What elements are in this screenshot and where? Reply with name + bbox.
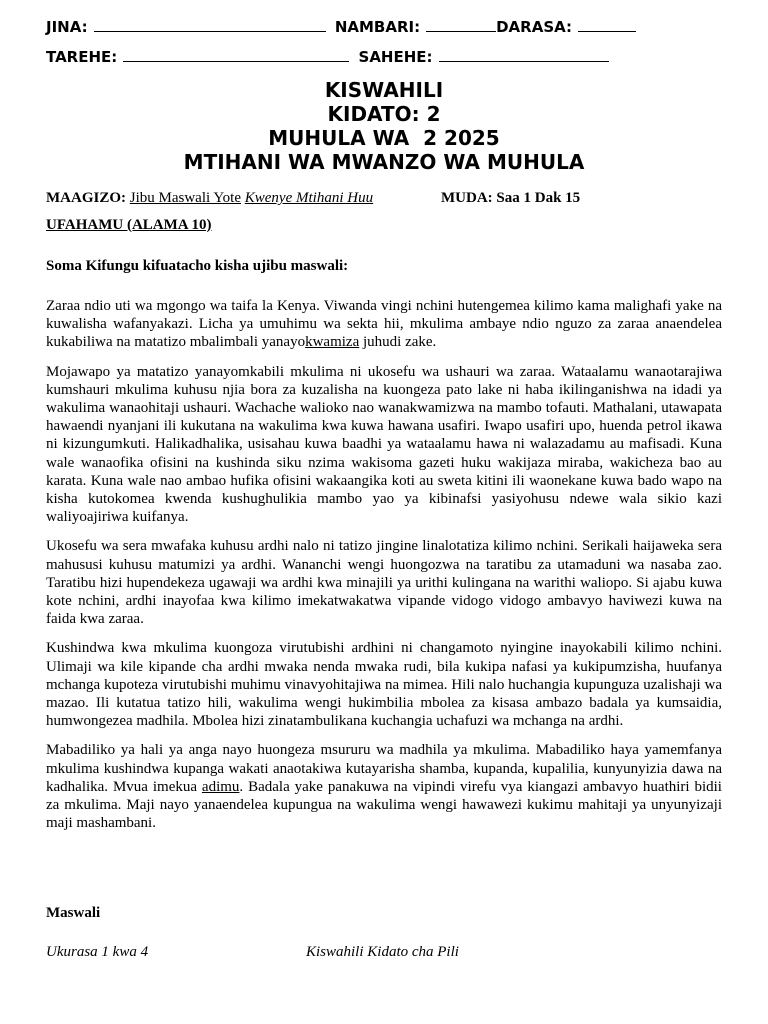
p1-text-end: juhudi zake. bbox=[359, 334, 437, 351]
underlined-word-kwamiza: kwamiza bbox=[305, 334, 360, 351]
form-title: KIDATO: 2 bbox=[327, 102, 441, 126]
jina-blank[interactable] bbox=[94, 17, 326, 32]
tarehe-blank[interactable] bbox=[123, 47, 349, 62]
subject-title: KISWAHILI bbox=[324, 78, 444, 102]
header-row-1 bbox=[46, 17, 640, 36]
footer-page: Ukurasa 1 kwa 4 bbox=[46, 944, 149, 960]
p1-text: Zaraa ndio uti wa mgongo wa taifa la Kenya. Viwanda vingi nchini hutengemea kilimo kama malighafi yake na kuwalisha wafanyakazi. Licha ya umuhimu wa sekta hii, mkulima ambaye ndio nguzo za zaraa anaendelea kukabiliwa na matatizo mbalimbali yanayo bbox=[46, 298, 722, 351]
p5-text: Mabadiliko ya hali ya anga nayo huongeza msururu wa madhila ya mkulima. Mabadiliko haya yamemfanya mkulima kushindwa kupanga wakati anaotakiwa kutayarisha shamba, kupanda, kupalilia, kunyunyizia dawa na kadhalika. Mvua imekua bbox=[46, 742, 722, 795]
footer-course: Kiswahili Kidato cha Pili bbox=[306, 944, 459, 960]
exam-title: MTIHANI WA MWANZO WA MUHULA bbox=[183, 150, 585, 174]
sahehe-label: SAHEHE: bbox=[358, 48, 433, 66]
darasa-blank[interactable] bbox=[578, 17, 636, 32]
questions-label: Maswali bbox=[46, 905, 101, 921]
underlined-word-adimu: adimu bbox=[201, 778, 240, 795]
paragraph-4: Kushindwa kwa mkulima kuongoza virutubishi ardhini ni changamoto nyingine inayokabili kilimo nchini. Ulimaji wa kile kipande cha ardhi mwaka nenda mwaka rudi, bila kukipa nafasi ya kukipumzisha, huufanya mchanga kupoteza virutubishi muhimu vinavyohitajiwa na mimea. Hili nalo huchangia kupunguza uzalishaji wa mazao. Ili kutatua tatizo hili, wakulima wengi hukimbilia mbolea za kisasa ambazo badala ya kumsaidia, humwongezea madhila. Mbolea hizi zinatambulikana kuchangia uchafuzi wa mchanga na ardhi. bbox=[46, 640, 722, 730]
section-title: UFAHAMU (ALAMA 10) bbox=[46, 217, 212, 233]
tarehe-label: TAREHE: bbox=[46, 48, 118, 66]
darasa-label: DARASA: bbox=[496, 18, 573, 36]
reading-instruction: Soma Kifungu kifuatacho kisha ujibu maswali: bbox=[46, 258, 349, 274]
paragraph-5 bbox=[46, 741, 722, 832]
paragraph-3: Ukosefu wa sera mwafaka kuhusu ardhi nalo ni tatizo jingine linalotatiza kilimo nchini. Serikali haijaweka sera mahususi kuhusu matumizi ya ardhi. Wananchi wengi huongozwa na taratibu za utamaduni wa nasaba zao. Taratibu hizi hupendekeza ugawaji wa ardhi kwa minajili ya urithi kulingana na warithi waliopo. Si ajabu kuwa kote nchini, ardhi inayofaa kwa kilimo imekatwakatwa vipande vidogo vidogo ambavyo haviwezi kuwa na faida kwa zaraa. bbox=[46, 538, 722, 628]
exam-time: MUDA: Saa 1 Dak 15 bbox=[441, 190, 581, 206]
instructions-text: Jibu Maswali Yote bbox=[129, 190, 242, 206]
header-row-2 bbox=[46, 47, 613, 66]
exam-titles bbox=[46, 78, 722, 174]
term-title: MUHULA WA 2 2025 bbox=[268, 126, 500, 150]
p5-text-end: . Badala yake panakuwa na vipindi virefu vya kiangazi ambavyo huathiri bidii za mkulima. Maji nayo yanaendelea kupungua na wakulima wengi hawawezi kukimu mahitaji ya unyunyizaji maji mashambani. bbox=[46, 778, 722, 832]
instructions bbox=[46, 190, 722, 207]
instructions-label: MAAGIZO: bbox=[46, 190, 126, 206]
passage bbox=[46, 297, 722, 843]
nambari-label: NAMBARI: bbox=[334, 18, 421, 36]
paragraph-1 bbox=[46, 297, 722, 352]
jina-label: JINA: bbox=[46, 18, 88, 36]
instructions-italic: Kwenye Mtihani Huu bbox=[244, 190, 374, 206]
sahehe-blank[interactable] bbox=[439, 47, 609, 62]
nambari-blank[interactable] bbox=[426, 17, 496, 32]
paragraph-2: Mojawapo ya matatizo yanayomkabili mkulima ni ukosefu wa ushauri wa zaraa. Wataalamu wanaotarajiwa kumshauri mkulima kuhusu njia bora za kuzalisha na kuongeza pato lake ni haba ikilinganishwa na idadi ya wakulima wanaohitaji ushauri. Wachache walioko nao wanakwamizwa na mambo tofauti. Mathalani, utawapata hawaendi nyanjani ili kukutana na wakulima kwa kuwa hawana usafiri. Iwapo usafiri upo, huenda petrol ikawa ni kizungumkuti. Halikadhalika, usisahau kuwa baadhi ya wataalamu hawa ni walazadamu au mafisadi. Kuna wale wanaofika ofisini na kushinda siku nzima wakisoma gazeti huku wakijaza miraba, wakicheza bao au karata. Kuna wale nao ambao hufika ofisini wakaangika koti au sweta kitini ili waonekane kuwa bado wapo na kisha kutokomea kwenda kushughulikia mambo yao ya kibinafsi yasiyohusu ndewe wala sikio kazi waliyoajiriwa kuifanya. bbox=[46, 363, 722, 526]
